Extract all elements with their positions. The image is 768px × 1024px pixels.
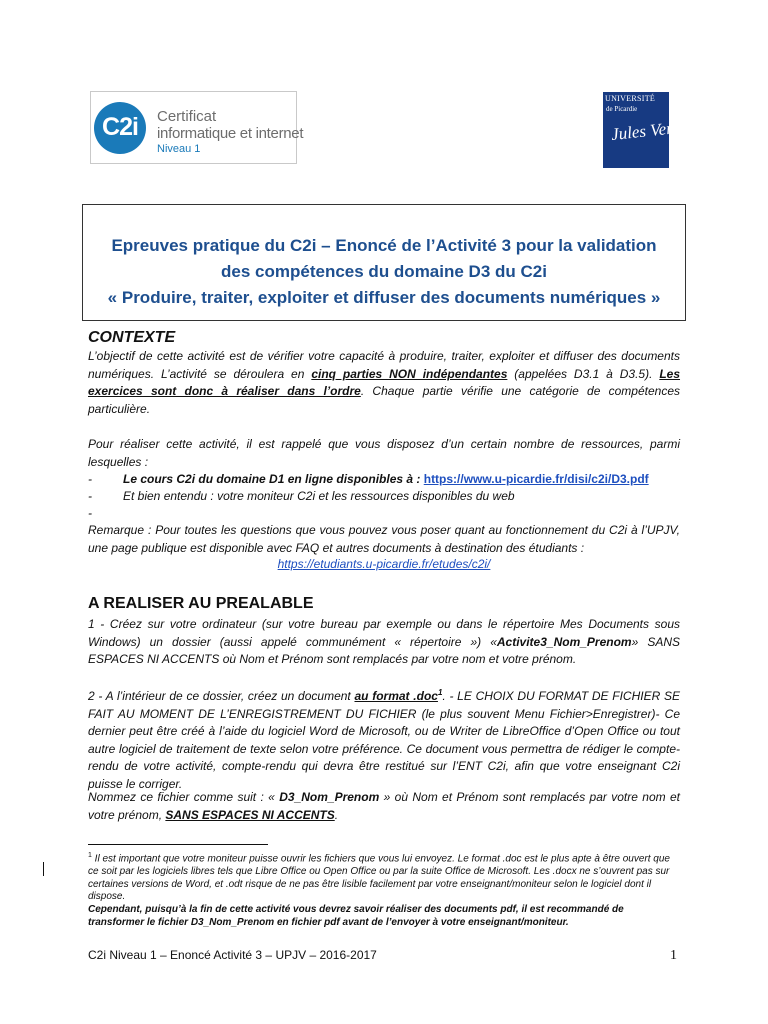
bullet-dash: - bbox=[88, 489, 92, 503]
step1-c: » SANS ESPACES NI ACCENTS où Nom et Prénom sont remplacés par votre nom et votre prénom. bbox=[88, 634, 680, 666]
course-link[interactable]: https://www.u-picardie.fr/disi/c2i/D3.pdf bbox=[423, 472, 649, 486]
c2i-logo-mark-text: C2i bbox=[102, 113, 138, 141]
footnote-text: Il est important que votre moniteur puisse ouvrir les fichiers que vous lui envoyez. Le format .doc est le plus apte à être ouvert que ce soit par les logiciels libres tels que Libre Office ou Open Office ou par la suite Office de Microsoft. Les .docx ne s’ouvrent pas sur certaines versions de Word, et .odt risque de ne pas être lisible facilement par votre enseignant/moniteur selon le logiciel dont il dispose. bbox=[88, 853, 670, 903]
step3-e: . bbox=[334, 807, 339, 822]
contexte-p1-a: L’objectif de cette activité est de vérifier votre capacité à produire, traiter, exploiter et diffuser des documents numériques. L’activité se déroulera en bbox=[88, 349, 680, 381]
faq-link[interactable]: https://etudiants.u-picardie.fr/etudes/c2i/ bbox=[277, 557, 491, 571]
c2i-logo-line3: Niveau 1 bbox=[157, 143, 201, 155]
c2i-logo-mark bbox=[94, 102, 146, 154]
title-line2: des compétences du domaine D3 du C2i bbox=[221, 262, 547, 281]
remarque-paragraph: Remarque : Pour toutes les questions que vous pouvez vous poser quant au fonctionnement du C2i à l’UPJV, une page publique est disponible avec FAQ et autres documents à destination des étudiants : bbox=[88, 523, 680, 555]
university-logo bbox=[603, 92, 690, 168]
university-logo-line1: UNIVERSITÉ bbox=[605, 94, 656, 103]
prealable-step-3 bbox=[88, 789, 680, 824]
footnote-reference: 1 bbox=[437, 688, 443, 697]
step3-file-name: D3_Nom_Prenom bbox=[279, 790, 380, 804]
page-footer: C2i Niveau 1 – Enoncé Activité 3 – UPJV – 2016-2017 bbox=[88, 948, 377, 962]
step3-a: Nommez ce fichier comme suit : « bbox=[88, 790, 280, 804]
step2-c: . - LE CHOIX DU FORMAT DE FICHIER SE FAIT AU MOMENT DE L’ENREGISTREMENT DU FICHIER (le plus souvent Menu Fichier>Enregistrer)- Ce dernier peut être créé à l’aide du logiciel Word de Microsoft, ou de Writer de LibreOffice d’Open Office ou tout autre logiciel de traitement de texte selon votre préférence. Ce document vous permettra de rédiger le compte-rendu de votre activité, compte-rendu qui devra être restitué sur l’ENT C2i, afin que votre enseignant C2i puisse le corriger. bbox=[88, 689, 680, 791]
step3-c: » où Nom et Prénom sont remplacés par votre nom et votre prénom, bbox=[88, 790, 680, 822]
resource-course-label: Le cours C2i du domaine D1 en ligne disponibles à : bbox=[123, 472, 424, 486]
footnote-bold-text: Cependant, puisqu’à la fin de cette activité vous devrez savoir réaliser des documents pdf, il est recommandé de transformer le fichier D3_Nom_Prenom en fichier pdf avant de l’envoyer à votre enseignant/moniteur. bbox=[88, 904, 624, 928]
contexte-p1-e: . Chaque partie vérifie une catégorie de compétences particulière. bbox=[88, 384, 681, 416]
footnote-marker: 1 bbox=[88, 852, 92, 859]
contexte-p1-order: Les exercices sont donc à réaliser dans l’ordre bbox=[88, 366, 681, 398]
footnote-separator bbox=[88, 844, 268, 845]
title-line3: « Produire, traiter, exploiter et diffuser des documents numériques » bbox=[107, 288, 661, 307]
c2i-logo-line2: informatique et internet bbox=[157, 125, 304, 142]
step3-no-spaces: SANS ESPACES NI ACCENTS bbox=[165, 807, 335, 822]
university-logo-line2: de Picardie bbox=[606, 105, 638, 113]
step1-a: 1 - Créez sur votre ordinateur (sur votre bureau par exemple ou dans le répertoire Mes Documents sous Windows) un dossier (aussi appelé communément « répertoire ») « bbox=[88, 617, 680, 649]
c2i-logo-line1: Certificat bbox=[157, 108, 217, 125]
step2-format: au format .doc bbox=[354, 689, 438, 703]
contexte-paragraph-1 bbox=[88, 348, 680, 418]
resource-moniteur-label: Et bien entendu : votre moniteur C2i et les ressources disponibles du web bbox=[123, 489, 515, 503]
contexte-paragraph-2: Pour réaliser cette activité, il est rappelé que vous disposez d’un certain nombre de ressources, parmi lesquelles : bbox=[88, 437, 680, 469]
university-logo-signature: Jules Verne bbox=[610, 116, 690, 145]
bullet-dash: - bbox=[88, 472, 92, 486]
prealable-step-1 bbox=[88, 616, 680, 669]
contexte-p1-emphasis: cinq parties NON indépendantes bbox=[311, 366, 508, 381]
bullet-dash: - bbox=[88, 506, 92, 520]
footnote bbox=[88, 850, 680, 930]
title-box bbox=[82, 204, 686, 321]
title-line1: Epreuves pratique du C2i – Enoncé de l’Activité 3 pour la validation bbox=[111, 236, 657, 255]
contexte-p1-c: (appelées D3.1 à D3.5). bbox=[507, 366, 660, 381]
margin-mark bbox=[43, 862, 44, 876]
page-number: 1 bbox=[670, 948, 677, 963]
contexte-heading: CONTEXTE bbox=[88, 329, 176, 346]
prealable-step-2 bbox=[88, 684, 680, 793]
step2-a: 2 - A l’intérieur de ce dossier, créez un document bbox=[88, 689, 355, 703]
step1-folder-name: Activite3_Nom_Prenom bbox=[496, 634, 632, 649]
remarque-link-line bbox=[88, 557, 680, 571]
prealable-heading: A REALISER AU PREALABLE bbox=[88, 595, 314, 612]
c2i-logo bbox=[90, 91, 304, 164]
